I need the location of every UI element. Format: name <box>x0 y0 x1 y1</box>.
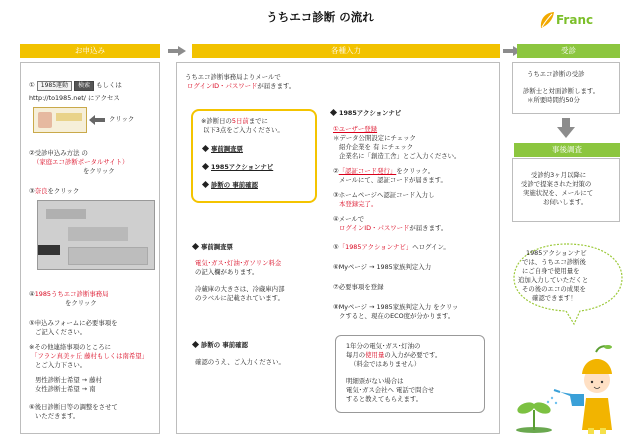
box-line6: すると教えてもらえます。 <box>346 395 423 403</box>
bubble-line1: 1985アクションナビ <box>526 249 587 257</box>
site-screenshot <box>37 200 155 270</box>
step-apply: お申込み <box>20 44 160 58</box>
step4-row: ④1985うちエコ診断事務局 <box>29 290 109 298</box>
or-text: もしくは <box>96 81 122 89</box>
step-input: 各種入力 <box>192 44 500 58</box>
user-registration[interactable]: ①ユーザー登録 <box>333 125 378 133</box>
search-input[interactable]: 1985運動 <box>37 81 72 91</box>
step5-line1: ⑤申込みフォームに必要事項を <box>29 319 118 327</box>
step6-line1: ⑥後日診断日等の調整をさせて <box>29 403 118 411</box>
intro-line2: ログインID・パスワードが届きます。 <box>187 82 296 90</box>
step2-portal-link[interactable]: （家庭エコ診断ポータルサイト） <box>33 158 129 166</box>
bubble-line3: にご自身で使用量を <box>522 267 580 275</box>
bubble-line5: その後のエコの成果を <box>522 285 586 293</box>
diamond-icon <box>202 163 209 170</box>
a8-line1: ⑧Myページ → 1985家族判定入力 をクリッ <box>333 303 459 311</box>
a8-line2: クすると、現在のECO度が分かります。 <box>339 312 455 320</box>
step5-note1: ※その他連絡事項のところに <box>29 343 112 351</box>
step-receive: 受診 <box>517 44 620 58</box>
a4-line2: ログインID・パスワードが届きます。 <box>339 224 448 232</box>
step4-click: をクリック <box>65 299 97 307</box>
pre-survey-line4: のラベルに記載されています。 <box>195 294 284 302</box>
step2-line1: ②受診申込み方法 の <box>29 149 88 157</box>
intro-line1: うちエコ診断事務局よりメールで <box>185 73 281 81</box>
leaf-icon <box>538 10 556 30</box>
survey-line4: お伺いします。 <box>543 198 588 206</box>
note2: 以下3点をご入力ください。 <box>203 126 284 134</box>
box-line2: 毎月の使用量の入力が必要です。 <box>346 351 442 359</box>
a5-row: ⑤「1985アクションナビ」へログイン。 <box>333 243 450 251</box>
pre-survey-fees: 電気･ガス･灯油･ガソリン料金 <box>195 259 282 267</box>
a2-row: ②「認証コード発行」をクリック。 <box>333 167 435 175</box>
apply-panel <box>20 62 160 434</box>
site-thumbnail <box>33 107 87 133</box>
a2-line2: メールにて、認証コードが届きます。 <box>339 176 447 184</box>
arrow-left-icon <box>89 115 105 125</box>
bubble-line2: では、うちエコ診断後 <box>522 258 586 266</box>
url-row: http://to1985.net/ にアクセス <box>29 94 120 102</box>
click-label-1: クリック <box>109 115 135 123</box>
franc-logo <box>538 10 628 30</box>
a3-line1: ③ホームページへ認証コード入力し <box>333 191 435 199</box>
item-action-navi[interactable]: 1985アクションナビ <box>203 163 273 172</box>
a3-complete: 本登録完了。 <box>339 200 378 208</box>
survey-line2: 受診で提案された対策の <box>521 180 592 188</box>
bubble-line4: 追加入力していただくと <box>518 276 589 284</box>
item-pre-survey[interactable]: 事前調査票 <box>203 145 243 154</box>
box-line5: 電気･ガス会社へ 電話で問合せ <box>346 386 435 394</box>
step-survey: 事後調査 <box>514 143 620 157</box>
a1-line2: ＊データ公開設定にチェック <box>333 134 416 142</box>
action-navi-title: 1985アクションナビ <box>331 109 401 118</box>
pre-confirm-line: 確認のうえ、ご入力ください。 <box>195 358 285 366</box>
nara-link[interactable]: 奈良 <box>34 187 48 195</box>
step3-row: ③奈良をクリック <box>29 187 80 195</box>
search-button[interactable]: 検索 <box>74 81 94 91</box>
action-navi-link[interactable]: 「1985アクションナビ」 <box>338 243 413 251</box>
a4-line1: ④メールで <box>333 215 365 223</box>
required-items-box <box>191 109 317 203</box>
item-pre-confirm[interactable]: 診断の 事前確認 <box>203 181 258 190</box>
diamond-icon <box>192 243 199 250</box>
pre-survey-title: 事前調査票 <box>193 243 233 252</box>
office-link[interactable]: 1985うちエコ診断事務局 <box>34 290 109 298</box>
pre-survey-line3: 冷蔵庫の大きさは、冷蔵庫内部 <box>195 285 285 293</box>
box-line3: （料金ではありません） <box>350 360 421 368</box>
pre-confirm-title: 診断の 事前確認 <box>193 341 248 350</box>
survey-line3: 実施状況を、メールにて <box>523 189 594 197</box>
step1-num: ① <box>29 81 35 89</box>
male-advisor: 男性診断士希望 → 藤村 <box>35 376 102 384</box>
diamond-icon <box>202 181 209 188</box>
arrow-right-icon <box>178 46 186 56</box>
a7-line: ⑦必要事項を登録 <box>333 283 384 291</box>
receive-line2: 診断士と対面診断します。 <box>523 87 600 95</box>
step6-line2: いただきます。 <box>35 412 80 420</box>
diamond-icon <box>330 109 337 116</box>
note1: ※診断日の5日前までに <box>201 117 268 125</box>
step1-row <box>29 81 122 91</box>
female-advisor: 女性診断士希望 → 南 <box>35 385 96 393</box>
step2-line3: をクリック <box>83 167 115 175</box>
receive-line1: うちエコ診断の受診 <box>527 70 585 78</box>
a6-line: ⑥Myページ → 1985家族判定入力 <box>333 263 432 271</box>
page-title: うちエコ診断 の流れ <box>266 10 374 24</box>
a1-line4: 企業名に「創造工舎」とご入力ください。 <box>339 152 461 160</box>
bubble-line6: 確認できます！ <box>532 294 577 302</box>
receive-line3: ＊所要時間約50分 <box>527 96 580 104</box>
box-line4: 明細票がない場合は <box>346 377 404 385</box>
character-watering-illustration <box>512 340 622 436</box>
diamond-icon <box>202 145 209 152</box>
issue-code-link[interactable]: 「認証コード発行」 <box>338 167 397 175</box>
step5-line2: ご記入ください。 <box>35 328 87 336</box>
diamond-icon <box>192 341 199 348</box>
usage-note-box <box>335 335 485 413</box>
box-line1: 1年分の電気･ガス･灯油の <box>346 342 421 350</box>
receive-panel <box>512 62 620 114</box>
logo-text: Franc <box>556 13 594 27</box>
pre-survey-line2: の記入欄があります。 <box>195 268 259 276</box>
survey-panel <box>512 158 620 222</box>
step5-note2: 「フラン真美ヶ丘 藤村もしくは南希望」 <box>31 352 149 360</box>
survey-line1: 受診約3ヶ月以降に <box>531 171 587 179</box>
step5-note3: とご入力下さい。 <box>35 361 87 369</box>
a1-line3: 紹介企業を 有 にチェック <box>339 143 414 151</box>
site-url[interactable]: http://to1985.net/ <box>29 94 86 102</box>
arrow-down-icon <box>557 118 575 138</box>
input-panel <box>176 62 500 434</box>
